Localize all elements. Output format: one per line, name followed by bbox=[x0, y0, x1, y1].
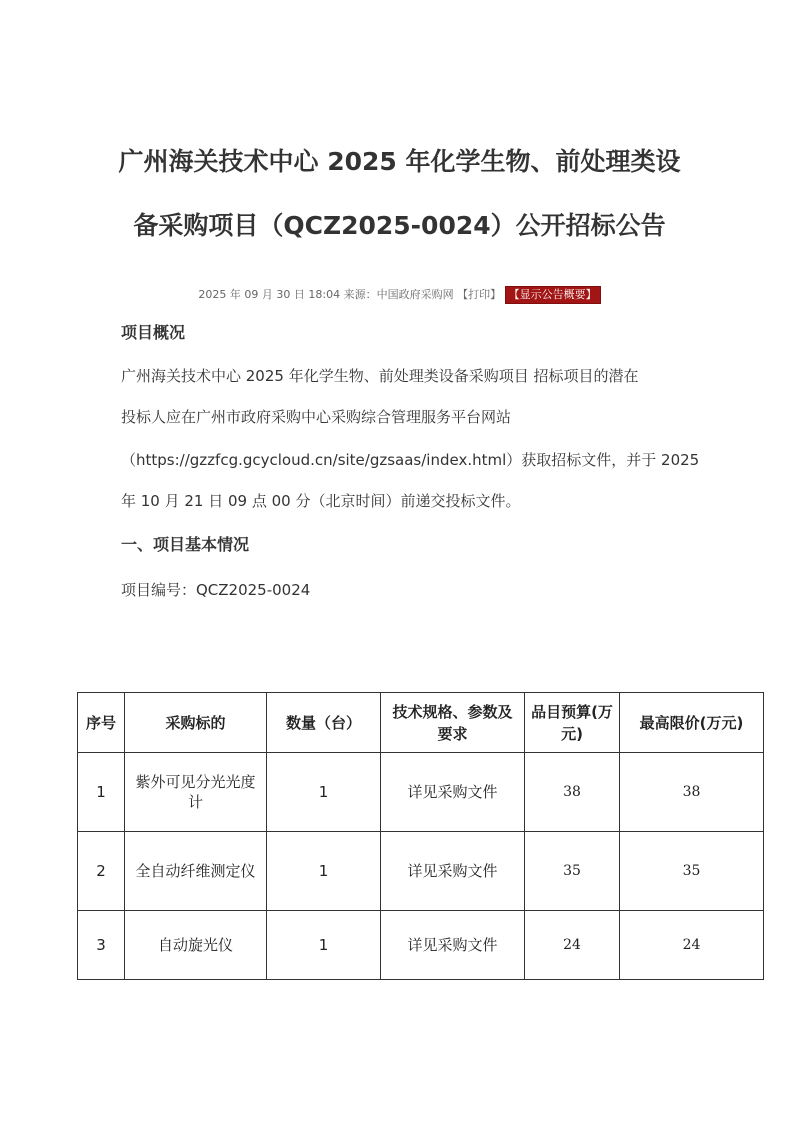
overview-paragraph-line: 广州海关技术中心 2025 年化学生物、前处理类设备采购项目 招标项目的潜在 bbox=[121, 367, 639, 385]
page-title-line-1: 广州海关技术中心 2025 年化学生物、前处理类设 bbox=[118, 147, 681, 176]
cell-quantity: 1 bbox=[267, 753, 381, 832]
cell-index: 1 bbox=[78, 753, 125, 832]
overview-paragraph-line: （https://gzzfcg.gcycloud.cn/site/gzsaas/index.html）获取招标文件，并于 2025 bbox=[121, 451, 700, 469]
cell-budget: 24 bbox=[525, 911, 620, 980]
cell-quantity: 1 bbox=[267, 832, 381, 911]
header-max-price: 最高限价(万元) bbox=[620, 693, 764, 753]
header-spec: 技术规格、参数及要求 bbox=[381, 693, 525, 753]
cell-item: 全自动纤维测定仪 bbox=[125, 832, 267, 911]
table-header-row bbox=[78, 693, 764, 753]
project-number: 项目编号：QCZ2025-0024 bbox=[121, 581, 311, 599]
overview-paragraph-line: 年 10 月 21 日 09 点 00 分（北京时间）前递交投标文件。 bbox=[121, 492, 521, 510]
publish-meta bbox=[0, 286, 799, 304]
header-index: 序号 bbox=[78, 693, 125, 753]
table-row bbox=[78, 753, 764, 832]
cell-index: 2 bbox=[78, 832, 125, 911]
procurement-items-table bbox=[77, 692, 764, 980]
cell-max-price: 24 bbox=[620, 911, 764, 980]
table-row bbox=[78, 911, 764, 980]
overview-heading: 项目概况 bbox=[121, 323, 186, 342]
publish-source: 来源：中国政府采购网 bbox=[343, 288, 454, 301]
cell-budget: 38 bbox=[525, 753, 620, 832]
table-row bbox=[78, 832, 764, 911]
cell-index: 3 bbox=[78, 911, 125, 980]
page-title-line-2: 备采购项目（QCZ2025-0024）公开招标公告 bbox=[133, 211, 666, 240]
print-link[interactable]: 【打印】 bbox=[457, 288, 502, 301]
show-summary-button[interactable]: 【显示公告概要】 bbox=[505, 286, 601, 304]
header-budget: 品目预算(万元) bbox=[525, 693, 620, 753]
cell-item: 自动旋光仪 bbox=[125, 911, 267, 980]
cell-spec: 详见采购文件 bbox=[381, 753, 525, 832]
cell-budget: 35 bbox=[525, 832, 620, 911]
cell-max-price: 35 bbox=[620, 832, 764, 911]
basic-info-heading: 一、项目基本情况 bbox=[121, 535, 250, 554]
header-item: 采购标的 bbox=[125, 693, 267, 753]
cell-spec: 详见采购文件 bbox=[381, 832, 525, 911]
cell-max-price: 38 bbox=[620, 753, 764, 832]
cell-spec: 详见采购文件 bbox=[381, 911, 525, 980]
header-quantity: 数量（台） bbox=[267, 693, 381, 753]
cell-item: 紫外可见分光光度计 bbox=[125, 753, 267, 832]
publish-datetime: 2025 年 09 月 30 日 18:04 bbox=[198, 288, 341, 301]
overview-paragraph-line: 投标人应在广州市政府采购中心采购综合管理服务平台网站 bbox=[121, 408, 512, 426]
cell-quantity: 1 bbox=[267, 911, 381, 980]
